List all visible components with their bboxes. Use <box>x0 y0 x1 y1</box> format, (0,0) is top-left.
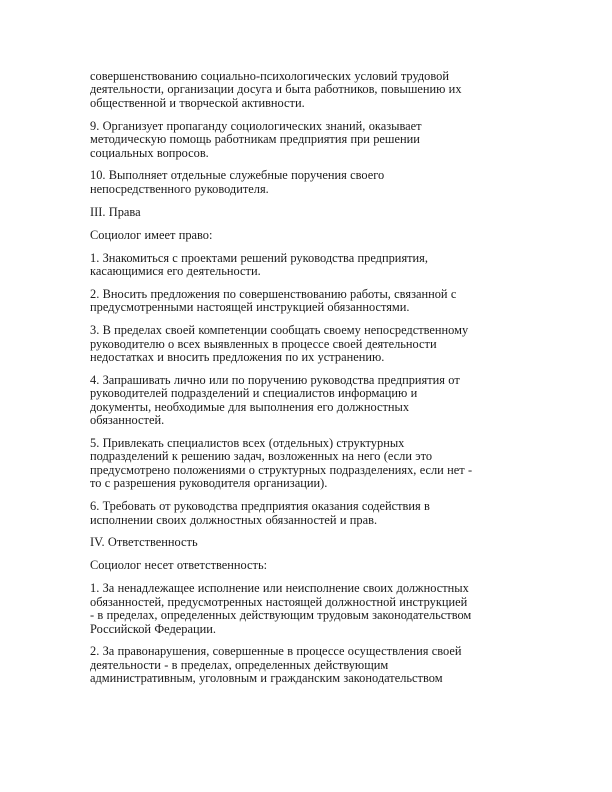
responsibility-item-1: 1. За ненадлежащее исполнение или неисполнение своих должностных обязанностей, предусмотренных настоящей должностной инструкцией - в пределах, определенных действующим трудовым законодательством Российской Федерации. <box>90 581 472 636</box>
document-body <box>90 70 522 695</box>
rights-item-1: 1. Знакомиться с проектами решений руководства предприятия, касающимися его деятельности. <box>90 250 428 278</box>
rights-intro: Социолог имеет право: <box>90 227 213 242</box>
section-heading-rights: III. Права <box>90 204 141 219</box>
paragraph-continuation: совершенствованию социально-психологических условий трудовой деятельности, организации досуга и быта работников, повышению их общественной и творческой активности. <box>90 69 462 110</box>
rights-item-6: 6. Требовать от руководства предприятия оказания содействия в исполнении своих должностных обязанностей и прав. <box>90 499 430 527</box>
paragraph-item-10: 10. Выполняет отдельные служебные поручения своего непосредственного руководителя. <box>90 168 385 196</box>
responsibility-item-2: 2. За правонарушения, совершенные в процессе осуществления своей деятельности - в пределах, определенных действующим административным, уголовным и гражданским законодательством <box>90 644 462 686</box>
section-heading-responsibility: IV. Ответственность <box>90 535 198 550</box>
rights-item-3: 3. В пределах своей компетенции сообщать своему непосредственному руководителю о всех выявленных в процессе своей деятельности недостатках и вносить предложения по их устранению. <box>90 323 469 364</box>
responsibility-intro: Социолог несет ответственность: <box>90 558 268 573</box>
rights-item-2: 2. Вносить предложения по совершенствованию работы, связанной с предусмотренными настоящей инструкцией обязанностями. <box>90 286 457 315</box>
paragraph-item-9: 9. Организует пропаганду социологических знаний, оказывает методическую помощь работникам предприятия при решении социальных вопросов. <box>90 118 422 160</box>
rights-item-4: 4. Запрашивать лично или по поручению руководства предприятия от руководителей подразделений и специалистов информацию и документы, необходимые для выполнения его должностных обязанностей. <box>90 372 460 428</box>
rights-item-5: 5. Привлекать специалистов всех (отдельных) структурных подразделений к решению задач, возложенных на него (если это предусмотрено положениями о структурных подразделениях, если нет - то с разрешения руководителя организации). <box>90 436 473 491</box>
